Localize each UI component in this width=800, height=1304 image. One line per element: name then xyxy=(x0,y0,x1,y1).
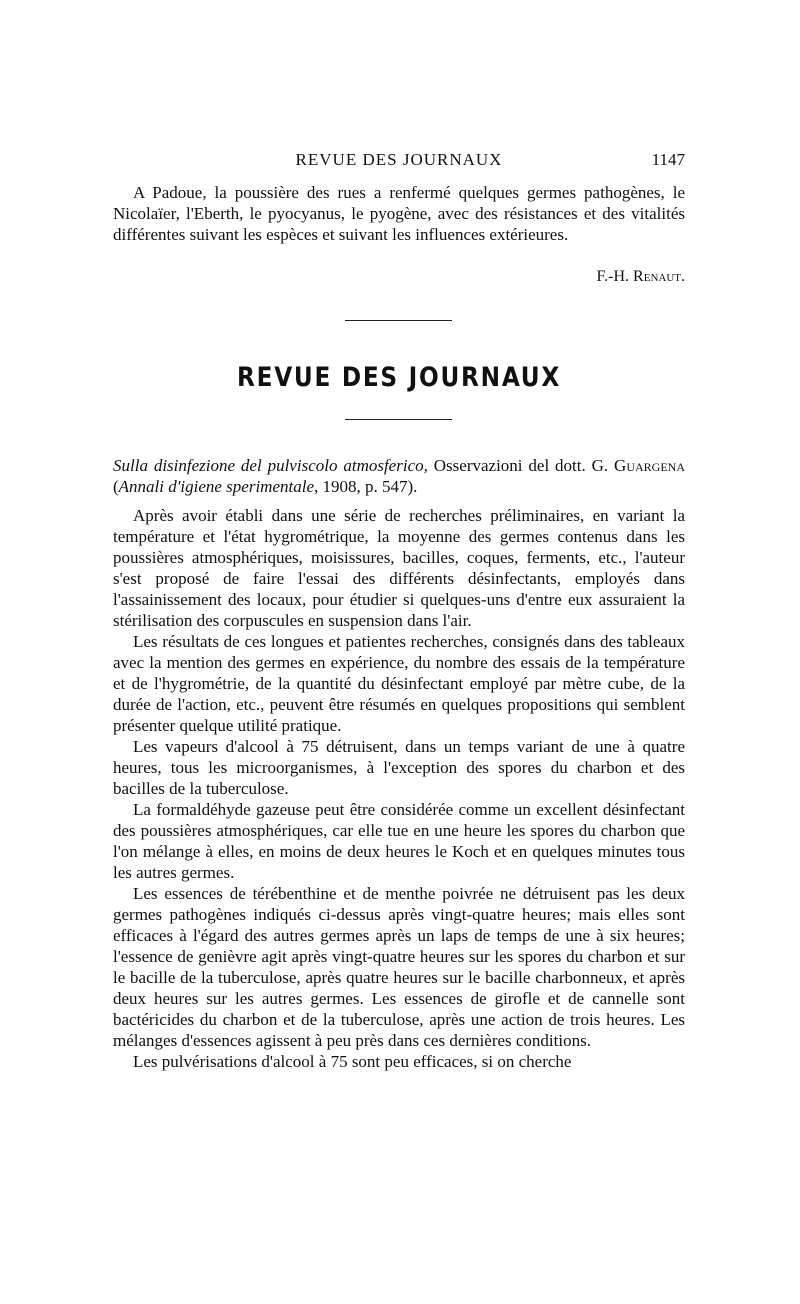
body-paragraph: Les résultats de ces longues et patientes recherches, consignés dans des tableaux avec la mention des germes en expérience, du nombre des essais de la température et de l'hygrométrie, de la quantité du désinfectant employé par mètre cube, de la durée de l'action, etc., peuvent être résumés en quelques propositions qui semblent présenter quelque utilité pratique. xyxy=(113,632,685,735)
citation-text-3: 1908, p. 547). xyxy=(318,477,418,496)
intro-text: A Padoue, la poussière des rues a renfermé quelques germes pathogènes, le Nicolaïer, l'Eberth, le pyocyanus, le pyogène, avec des résistances et des vitalités différentes suivant les espèces et suivant les influences extérieures. xyxy=(113,183,685,244)
divider-rule-bottom xyxy=(345,419,452,420)
intro-paragraph xyxy=(113,182,685,245)
citation-journal: Annali d'igiene sperimentale, xyxy=(118,477,319,496)
body-paragraph: Après avoir établi dans une série de recherches préliminaires, en variant la température et l'état hygrométrique, la moyenne des germes contenus dans les poussières atmosphériques, moisissures, bacilles, coques, ferments, etc., l'auteur s'est proposé de faire l'essai des différents désinfectants, employés dans l'assainissement des locaux, pour étudier si quelques-uns d'entre eux assuraient la stérilisation des corpuscules en suspension dans l'air. xyxy=(113,506,685,630)
body-paragraph: Les pulvérisations d'alcool à 75 sont peu efficaces, si on cherche xyxy=(133,1052,572,1071)
citation-line xyxy=(113,455,685,497)
citation-text-1: Osservazioni del dott. G. xyxy=(427,456,615,475)
divider-rule-top xyxy=(345,320,452,321)
body-paragraph: Les essences de térébenthine et de menthe poivrée ne détruisent pas les deux germes pathogènes indiqués ci-dessus après vingt-quatre heures; mais elles sont efficaces à l'égard des autres germes après un laps de temps de une à six heures; l'essence de genièvre agit après vingt-quatre heures sur les spores du charbon et sur le bacille de la tuberculose, après quatre heures sur le bacille charbonneux, et après deux heures sur les autres germes. Les essences de girofle et de cannelle sont bactéricides du charbon et de la tuberculose, après une action de trois heures. Les mélanges d'essences agissent à peu près dans ces dernières conditions. xyxy=(113,884,685,1050)
article-citation xyxy=(113,455,685,497)
body-paragraph: La formaldéhyde gazeuse peut être considérée comme un excellent désinfectant des poussières atmosphériques, car elle tue en une heure les spores du charbon que l'on mélange à elles, en moins de deux heures le Koch et en quelques minutes tous les autres germes. xyxy=(113,800,685,882)
body-paragraph: Les vapeurs d'alcool à 75 détruisent, dans un temps variant de une à quatre heures, tous les microorganismes, à l'exception des spores du charbon et des bacilles de la tuberculose. xyxy=(113,737,685,798)
page-number: 1147 xyxy=(651,150,685,169)
running-header xyxy=(113,150,685,174)
section-title: REVUE DES JOURNAUX xyxy=(237,362,561,393)
article-body xyxy=(113,505,685,1072)
author-signature: F.-H. Renaut. xyxy=(596,268,685,285)
citation-text-2: ( xyxy=(113,477,119,496)
citation-title: Sulla disinfezione del pulviscolo atmosferico, xyxy=(113,456,428,475)
running-title: REVUE DES JOURNAUX xyxy=(295,150,503,169)
citation-author: Guargena xyxy=(614,456,685,475)
